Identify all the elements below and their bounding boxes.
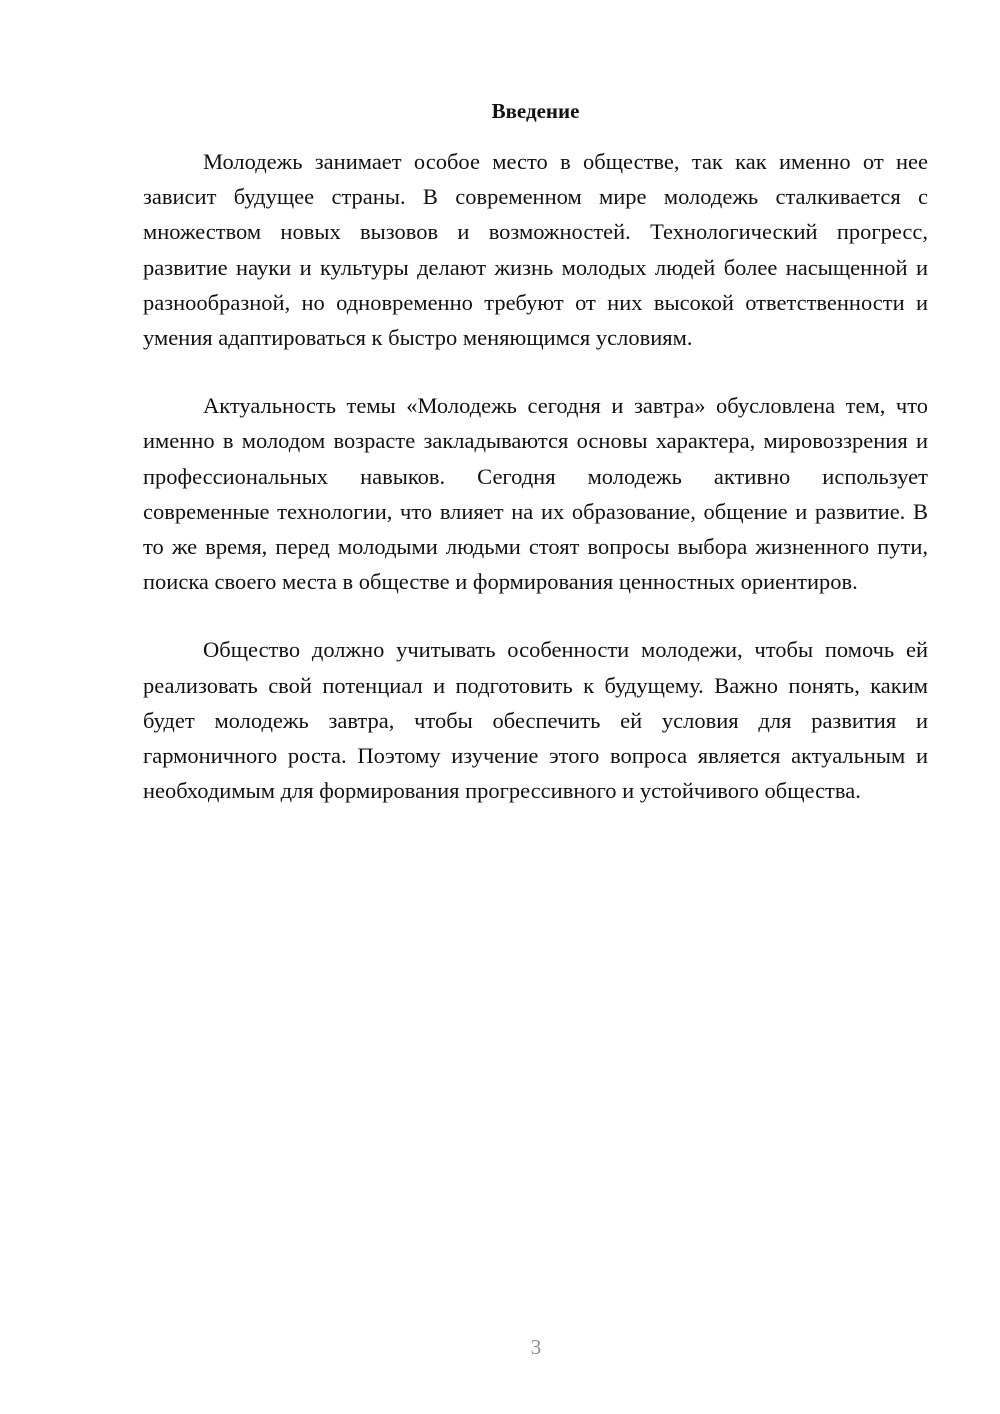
paragraph-intro: Молодежь занимает особое место в обществе, так как именно от нее зависит будущее страны. В современном мире молодежь сталкивается с множеством новых вызовов и возможностей. Технологический прогресс, развитие науки и культуры делают жизнь молодых людей более насыщенной и разнообразной, но одновременно требуют от них высокой ответственности и умения адаптироваться к быстро меняющимся условиям. <box>143 149 928 351</box>
page-number: 3 <box>530 1335 542 1359</box>
page-content <box>143 96 928 841</box>
paragraph-society: Общество должно учитывать особенности молодежи, чтобы помочь ей реализовать свой потенциал и подготовить к будущему. Важно понять, каким будет молодежь завтра, чтобы обеспечить ей условия для развития и гармоничного роста. Поэтому изучение этого вопроса является актуальным и необходимым для формирования прогрессивного и устойчивого общества. <box>143 637 928 804</box>
paragraph-relevance: Актуальность темы «Молодежь сегодня и завтра» обусловлена тем, что именно в молодом возрасте закладываются основы характера, мировоззрения и профессиональных навыков. Сегодня молодежь активно использует современные технологии, что влияет на их образование, общение и развитие. В то же время, перед молодыми людьми стоят вопросы выбора жизненного пути, поиска своего места в обществе и формирования ценностных ориентиров. <box>143 393 928 595</box>
section-title: Введение <box>491 99 580 123</box>
